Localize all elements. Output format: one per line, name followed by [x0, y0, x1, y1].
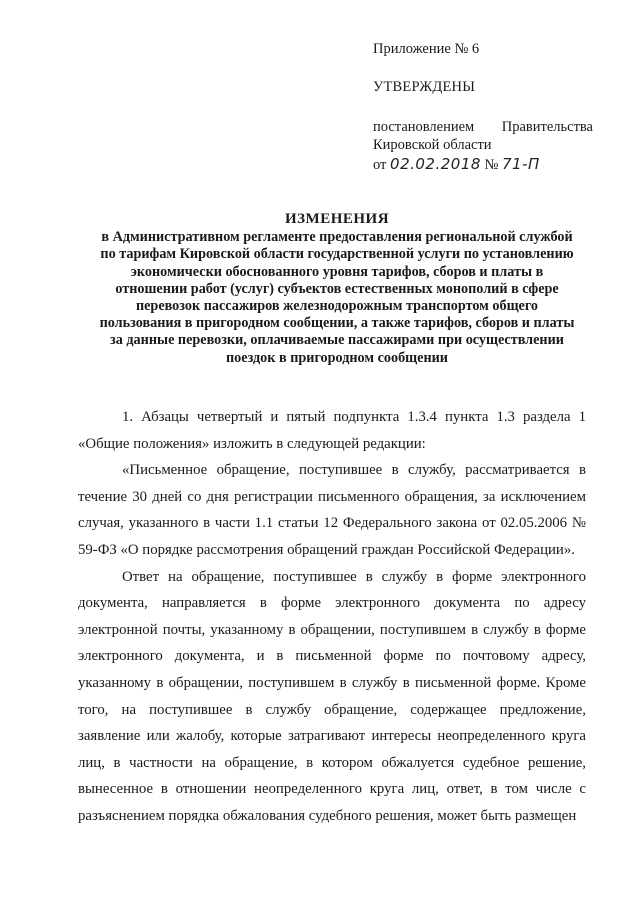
region-line: Кировской области	[373, 137, 492, 153]
title-line: в Административном регламенте предоставления региональной службой	[101, 229, 573, 246]
decree-line	[373, 118, 593, 136]
decree-number: 71-П	[502, 155, 540, 173]
title-line: экономически обоснованного уровня тарифов, сборов и платы в	[130, 263, 544, 280]
title-line: поездок в пригородном сообщении	[226, 349, 448, 366]
decree-body: Правительства	[501, 119, 593, 135]
annex-number: Приложение № 6	[373, 41, 480, 57]
decree-date: 02.02.2018	[390, 155, 481, 173]
document-body	[78, 404, 586, 830]
title-line: отношении работ (услуг) субъектов естественных монополий в сфере	[115, 280, 559, 297]
paragraph: Ответ на обращение, поступившее в службу в форме электронного документа, направляется в форме электронного документа по адресу электронной почты, указанному в обращении, поступившем в службу в форме электронного документа, и в письменной форме по почтовому адресу, указанному в обращении, поступившем в службу в письменной форме. Кроме того, на поступившее в службу обращение, содержащее предложение, заявление или жалобу, которые затрагивают интересы неопределенного круга лиц, в частности на обращение, в котором обжалуется судебное решение, вынесенное в отношении неопределенного круга лиц, ответ, в том числе с разъяснением порядка обжалования судебного решения, может быть размещен	[78, 568, 586, 824]
decree-word: постановлением	[373, 119, 475, 135]
title-line: по тарифам Кировской области государственной услуги по установлению	[100, 246, 574, 263]
approval-block	[373, 40, 593, 175]
approved-label: УТВЕРЖДЕНЫ	[373, 79, 476, 95]
title-line: перевозок пассажиров железнодорожным транспортом общего	[135, 298, 539, 315]
paragraph: «Письменное обращение, поступившее в службу, рассматривается в течение 30 дней со дня регистрации письменного обращения, за исключением случая, указанного в части 1.1 статьи 12 Федерального закона от 02.05.2006 № 59-ФЗ «О порядке рассмотрения обращений граждан Российской Федерации».	[78, 462, 586, 558]
from-prefix: от	[373, 157, 387, 173]
paragraph: 1. Абзацы четвертый и пятый подпункта 1.3.4 пункта 1.3 раздела 1 «Общие положения» изложить в следующей редакции:	[78, 409, 586, 452]
title-line: за данные перевозки, оплачиваемые пассажирами при осуществлении	[110, 332, 564, 349]
title-line: пользования в пригородном сообщении, а также тарифов, сборов и платы	[99, 315, 575, 332]
date-number-line	[373, 154, 593, 175]
title-heading: ИЗМЕНЕНИЯ	[284, 211, 390, 227]
document-title	[70, 211, 604, 367]
number-sign: №	[484, 157, 499, 173]
